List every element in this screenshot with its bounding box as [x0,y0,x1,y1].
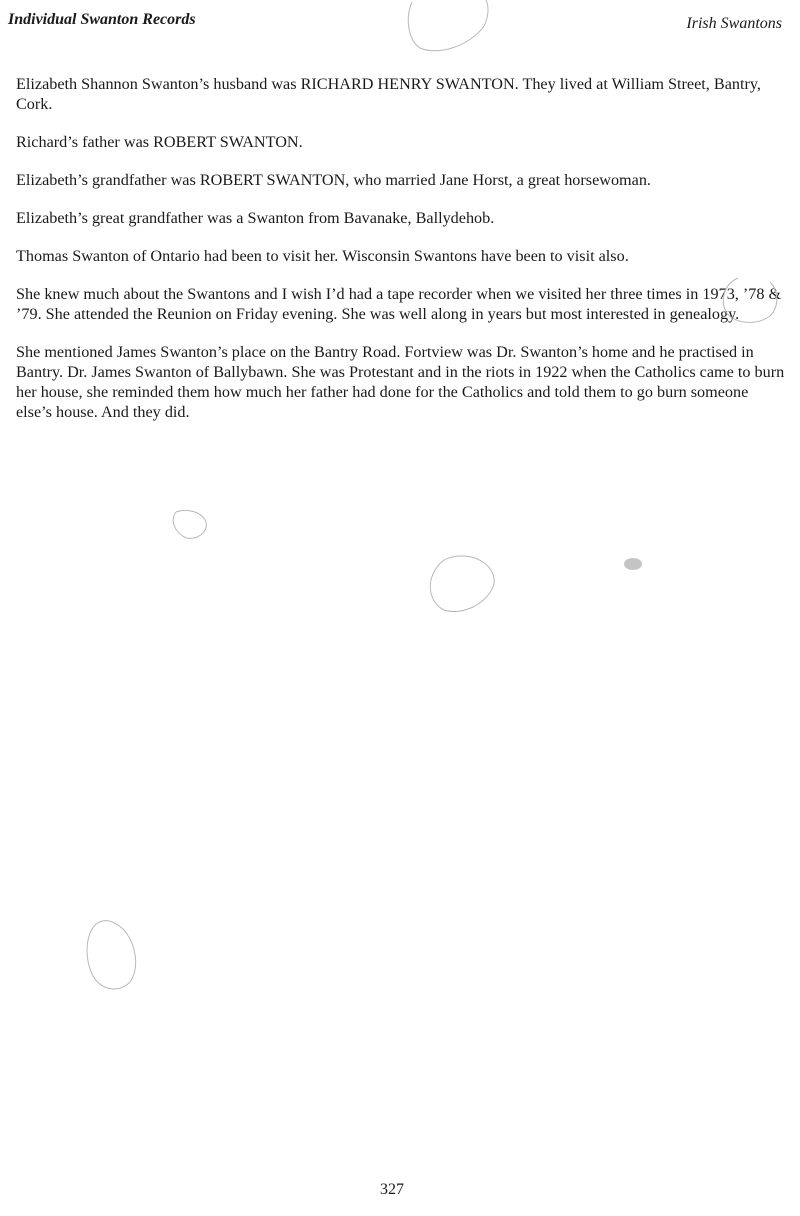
paragraph-visitors: Thomas Swanton of Ontario had been to visit her. Wisconsin Swantons have been to visit also. [16,247,629,265]
paragraph-richard-father: Richard’s father was ROBERT SWANTON. [16,133,303,151]
stain-mark-middle [430,556,494,612]
page-number: 327 [380,1181,404,1198]
running-header-right: Irish Swantons [686,15,782,32]
body-text [16,74,786,440]
running-header-left: Individual Swanton Records [8,11,196,28]
paragraph-husband: Elizabeth Shannon Swanton’s husband was RICHARD HENRY SWANTON. They lived at William Street, Bantry, Cork. [16,75,761,113]
paragraph-knowledge: She knew much about the Swantons and I wish I’d had a tape recorder when we visited her three times in 1973, ’78 & ’79. She attended the Reunion on Friday evening. She was well along in years but most interested in genealogy. [16,285,782,323]
stain-mark-small [173,510,206,538]
paragraph-grandfather: Elizabeth’s grandfather was ROBERT SWANTON, who married Jane Horst, a great horsewoman. [16,171,651,189]
stain-mark-left [87,921,136,989]
paragraph-great-grandfather: Elizabeth’s great grandfather was a Swanton from Bavanake, Ballydehob. [16,209,495,227]
stain-spot [624,558,642,570]
stain-mark-top [408,0,488,51]
paragraph-bantry-road: She mentioned James Swanton’s place on the Bantry Road. Fortview was Dr. Swanton’s home and he practised in Bantry. Dr. James Swanton of Ballybawn. She was Protestant and in the riots in 1922 when the Catholics came to burn her house, she reminded them how much her father had done for the Catholics and told them to go burn someone else’s house. And they did. [16,343,785,421]
